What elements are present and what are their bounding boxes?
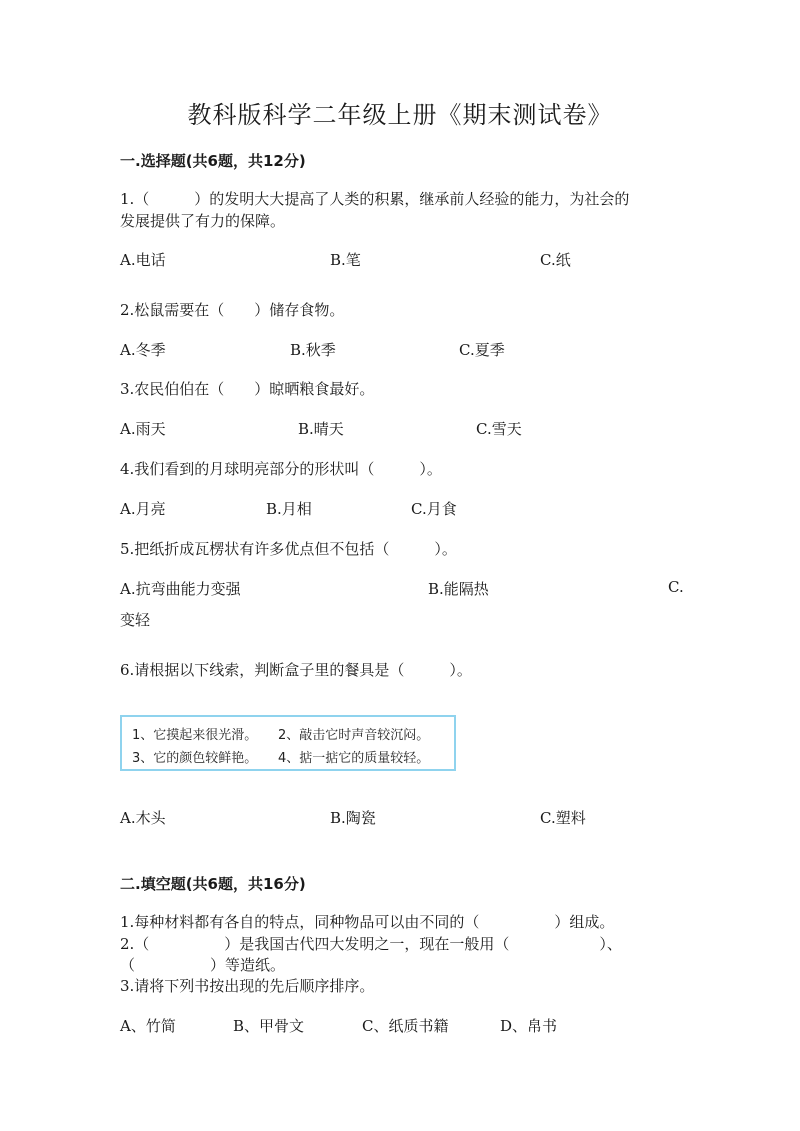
fill-question-1-line-1: 1.每种材料都有各自的特点，同种物品可以由不同的（ ）组成。 [120,913,615,931]
question-3-option-a: A.雨天 [120,420,166,438]
question-6-option-c: C.塑料 [540,809,586,827]
question-2-option-c: C.夏季 [459,341,505,359]
page-title: 教科版科学二年级上册《期末测试卷》 [187,101,613,129]
clue-2: 2、敲击它时声音较沉闷。 [278,728,430,743]
fill-question-2-line-1: 2.（ ）是我国古代四大发明之一，现在一般用（ ）、 [120,935,622,953]
question-1-line-1: 1.（ ）的发明大大提高了人类的积累，继承前人经验的能力，为社会的 [120,190,630,208]
question-5-option-c-wrap: 变轻 [120,611,151,629]
question-4-line-1: 4.我们看到的月球明亮部分的形状叫（ ）。 [120,460,442,478]
question-3-option-b: B.晴天 [298,420,344,438]
clue-1: 1、它摸起来很光滑。 [132,728,258,743]
question-2-option-a: A.冬季 [120,341,166,359]
question-3-option-c: C.雪天 [476,420,522,438]
section-heading-choice: 一.选择题(共6题，共12分) [120,152,306,170]
question-6-option-a: A.木头 [120,809,166,827]
question-4-option-c: C.月食 [411,500,457,518]
question-1-option-a: A.电话 [120,251,166,269]
question-1-option-c: C.纸 [540,251,571,269]
section-heading-fill-in: 二.填空题(共6题，共16分) [120,875,306,893]
fill-question-3-item-a: A、竹简 [120,1017,176,1035]
question-6-line-1: 6.请根据以下线索，判断盒子里的餐具是（ ）。 [120,661,472,679]
question-5-option-c: C. [668,578,684,596]
question-5-option-a: A.抗弯曲能力变强 [120,580,241,598]
question-2-line-1: 2.松鼠需要在（ ）储存食物。 [120,301,345,319]
fill-question-3-item-b: B、甲骨文 [233,1017,305,1035]
clue-box [120,715,456,771]
question-5-option-b: B.能隔热 [428,580,489,598]
question-1-line-2: 发展提供了有力的保障。 [120,212,286,230]
fill-question-3-line-1: 3.请将下列书按出现的先后顺序排序。 [120,977,375,995]
question-1-option-b: B.笔 [330,251,361,269]
fill-question-3-item-d: D、帛书 [500,1017,558,1035]
clue-4: 4、掂一掂它的质量较轻。 [278,751,430,766]
question-3-line-1: 3.农民伯伯在（ ）晾晒粮食最好。 [120,380,375,398]
fill-question-3-item-c: C、纸质书籍 [362,1017,449,1035]
question-5-line-1: 5.把纸折成瓦楞状有许多优点但不包括（ ）。 [120,540,457,558]
question-2-option-b: B.秋季 [290,341,336,359]
question-4-option-b: B.月相 [266,500,312,518]
question-4-option-a: A.月亮 [120,500,166,518]
fill-question-2-line-2: （ ）等造纸。 [120,956,286,974]
question-6-option-b: B.陶瓷 [330,809,376,827]
clue-3: 3、它的颜色较鲜艳。 [132,751,258,766]
